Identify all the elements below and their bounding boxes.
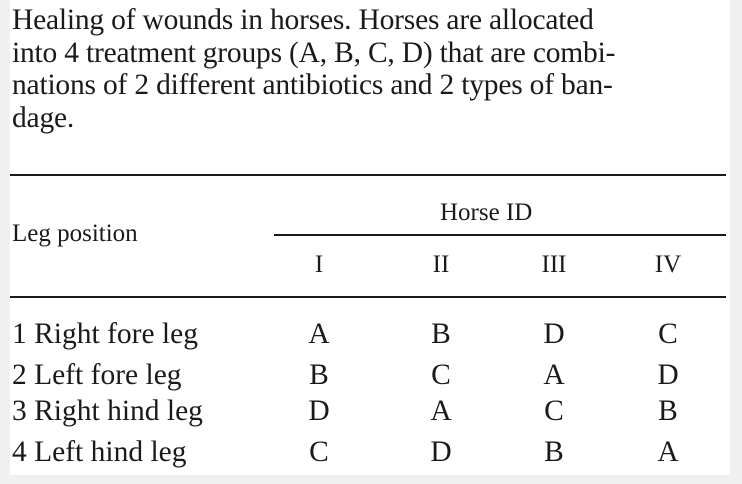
horse-id-group-rule [274,234,726,236]
treatment-cell: D [308,395,330,427]
table-top-rule [10,174,726,176]
treatment-cell: D [543,318,565,350]
table-header-rule [10,296,726,298]
treatment-cell: A [543,359,565,391]
horse-id-header: Horse ID [440,199,533,226]
document-page [10,0,730,475]
treatment-cell: A [308,318,330,350]
leg-position-header: Leg position [12,220,138,247]
table-caption [12,4,728,134]
table-row [10,434,726,471]
column-header-horse-3: III [541,251,567,278]
caption-line: dage. [12,101,75,134]
treatment-cell: C [544,395,564,427]
column-header-horse-4: IV [654,251,682,278]
table-row [10,357,726,394]
caption-line: nations of 2 different antibiotics and 2 types of ban- [12,69,613,101]
treatment-cell: C [309,436,329,468]
column-header-horse-1: I [314,251,324,278]
treatment-cell: B [544,436,564,468]
table-row [10,393,726,430]
caption-line: into 4 treatment groups (A, B, C, D) that are combi- [12,36,616,69]
treatment-cell: D [430,436,452,468]
column-header-horse-2: II [432,251,450,278]
treatment-cell: C [431,359,451,391]
table-row [10,316,726,353]
treatment-cell: B [658,395,678,427]
treatment-cell: D [657,359,679,391]
treatment-cell: B [309,359,329,391]
treatment-cell: C [658,318,678,350]
leg-label: 2 Left fore leg [12,359,182,391]
leg-label: 3 Right hind leg [12,395,203,427]
treatment-cell: B [431,318,451,350]
leg-label: 4 Left hind leg [12,436,187,468]
caption-line: Healing of wounds in horses. Horses are allocated [12,4,594,36]
treatment-cell: A [657,436,679,468]
treatment-cell: A [430,395,452,427]
leg-label: 1 Right fore leg [12,318,198,350]
